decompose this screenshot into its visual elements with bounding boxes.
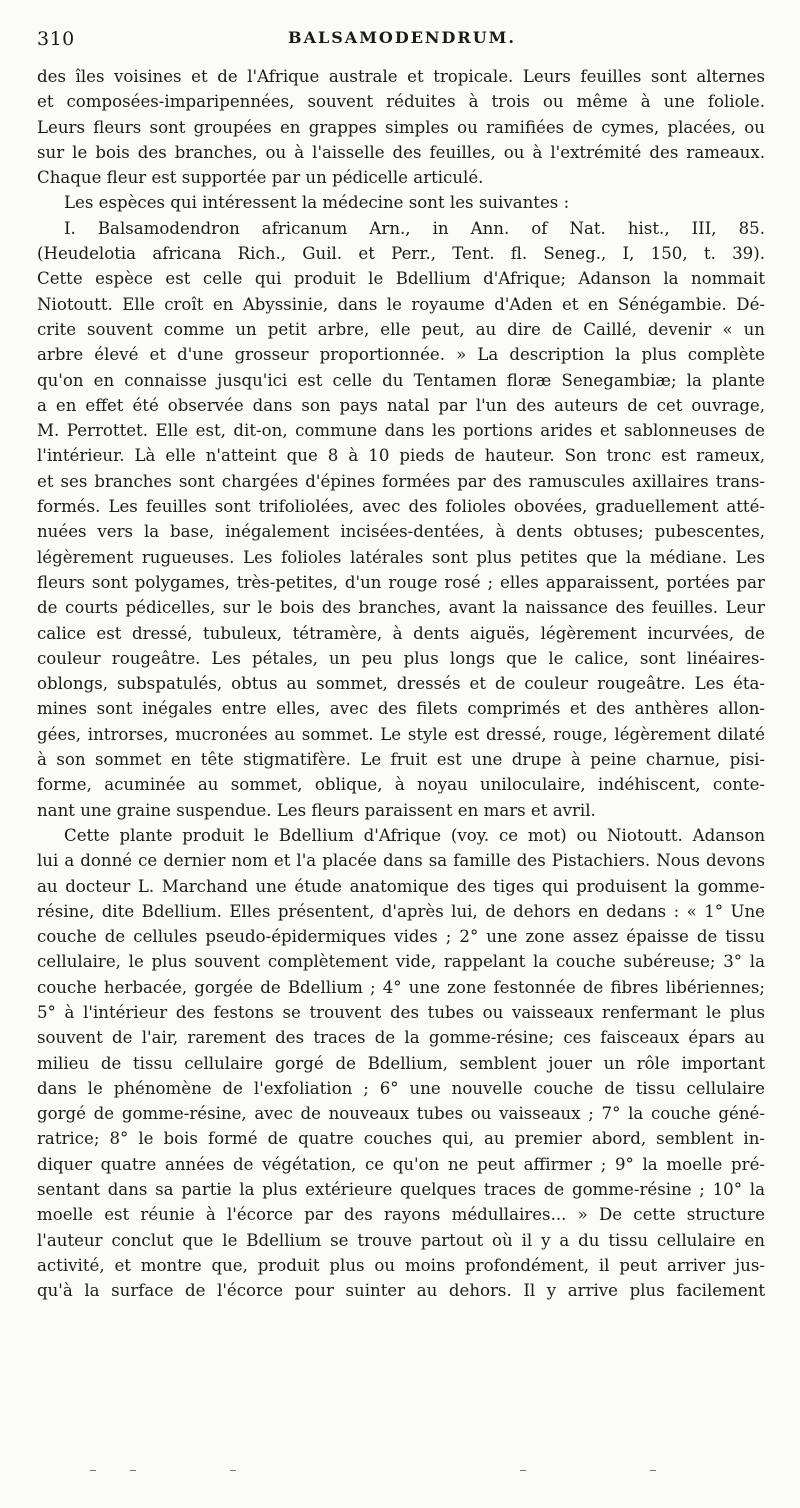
text-line: forme, acuminée au sommet, oblique, à noyau uniloculaire, indéhiscent, conte- (37, 775, 765, 795)
text-line: M. Perrottet. Elle est, dit-on, commune dans les portions arides et sablonneuses de (37, 421, 765, 441)
text-line: couche de cellules pseudo-épidermiques vides ; 2° une zone assez épaisse de tissu (37, 927, 765, 947)
page-number: 310 (37, 28, 75, 50)
text-line: légèrement rugueuses. Les folioles latérales sont plus petites que la médiane. Les (37, 547, 765, 567)
page-header (37, 20, 767, 56)
text-line: à son sommet en tête stigmatifère. Le fruit est une drupe à peine charnue, pisi- (37, 750, 765, 770)
text-line: crite souvent comme un petit arbre, elle peut, au dire de Caillé, devenir « un (37, 319, 765, 339)
scan-speck (90, 1470, 96, 1471)
text-line: lui a donné ce dernier nom et l'a placée dans sa famille des Pistachiers. Nous devons (37, 851, 765, 871)
text-line: qu'on en connaisse jusqu'ici est celle du Tentamen floræ Senegambiæ; la plante (37, 370, 765, 390)
text-line: calice est dressé, tubuleux, tétramère, à dents aiguës, légèrement incurvées, de (37, 623, 765, 643)
text-line: de courts pédicelles, sur le bois des branches, avant la naissance des feuilles. Leur (37, 598, 765, 618)
text-line: qu'à la surface de l'écorce pour suinter au dehors. Il y arrive plus facilement (37, 1281, 765, 1301)
species-heading-line: I. Balsamodendron africanum Arn., in Ann. of Nat. hist., III, 85. (64, 218, 765, 238)
text-line: mines sont inégales entre elles, avec des filets comprimés et des anthères allon- (37, 699, 765, 719)
text-line: nant une graine suspendue. Les fleurs paraissent en mars et avril. (37, 800, 596, 820)
text-line: souvent de l'air, rarement des traces de la gomme-résine; ces faisceaux épars au (37, 1028, 765, 1048)
text-line: 5° à l'intérieur des festons se trouvent des tubes ou vaisseaux renfermant le plus (37, 1002, 765, 1022)
text-line: l'intérieur. Là elle n'atteint que 8 à 10 pieds de hauteur. Son tronc est rameux, (37, 446, 765, 466)
text-line: l'auteur conclut que le Bdellium se trouve partout où il y a du tissu cellulaire en (37, 1230, 765, 1250)
text-line: fleurs sont polygames, très-petites, d'un rouge rosé ; elles apparaissent, portées par (37, 572, 765, 592)
text-line: Cette plante produit le Bdellium d'Afrique (voy. ce mot) ou Niotoutt. Adanson (64, 825, 765, 845)
scan-speck (650, 1470, 656, 1471)
scan-speck (230, 1470, 236, 1471)
text-line: diquer quatre années de végétation, ce qu'on ne peut affirmer ; 9° la moelle pré- (37, 1154, 765, 1174)
text-line: Niotoutt. Elle croît en Abyssinie, dans le royaume d'Aden et en Sénégambie. Dé- (37, 294, 765, 314)
text-line: a en effet été observée dans son pays natal par l'un des auteurs de cet ouvrage, (37, 395, 765, 415)
text-line: cellulaire, le plus souvent complètement vide, rappelant la couche subéreuse; 3° la (37, 952, 765, 972)
text-line: arbre élevé et d'une grosseur proportionnée. » La description la plus complète (37, 345, 765, 365)
text-line: couche herbacée, gorgée de Bdellium ; 4° une zone festonnée de fibres libériennes; (37, 977, 765, 997)
text-line: formés. Les feuilles sont trifoliolées, avec des folioles obovées, graduellement atté- (37, 497, 765, 517)
scan-speck (520, 1470, 526, 1471)
scan-specks (90, 1466, 690, 1476)
text-line: nuées vers la base, inégalement incisées-dentées, à dents obtuses; pubescentes, (37, 522, 765, 542)
text-line: gorgé de gomme-résine, avec de nouveaux tubes ou vaisseaux ; 7° la couche géné- (37, 1104, 765, 1124)
text-line: et composées-imparipennées, souvent réduites à trois ou même à une foliole. (37, 92, 765, 112)
text-line: ratrice; 8° le bois formé de quatre couches qui, au premier abord, semblent in- (37, 1129, 765, 1149)
body-text (37, 64, 765, 1304)
text-line: des îles voisines et de l'Afrique australe et tropicale. Leurs feuilles sont alternes (37, 67, 765, 86)
species-synonym-line: (Heudelotia africana Rich., Guil. et Perr., Tent. fl. Seneg., I, 150, t. 39). (37, 244, 765, 264)
text-line: Leurs fleurs sont groupées en grappes simples ou ramifiées de cymes, placées, ou (37, 117, 765, 137)
text-line: oblongs, subspatulés, obtus au sommet, dressés et de couleur rougeâtre. Les éta- (37, 674, 765, 694)
text-line: moelle est réunie à l'écorce par des rayons médullaires... » De cette structure (37, 1205, 765, 1225)
text-line: activité, et montre que, produit plus ou moins profondément, il peut arriver jus- (37, 1255, 765, 1275)
text-line: gées, introrses, mucronées au sommet. Le style est dressé, rouge, légèrement dilaté (37, 724, 765, 744)
text-line: sur le bois des branches, ou à l'aisselle des feuilles, ou à l'extrémité des rameaux. (37, 142, 765, 162)
text-line: et ses branches sont chargées d'épines formées par des ramuscules axillaires trans- (37, 471, 765, 491)
text-line: milieu de tissu cellulaire gorgé de Bdellium, semblent jouer un rôle important (37, 1053, 765, 1073)
text-line: sentant dans sa partie la plus extérieure quelques traces de gomme-résine ; 10° la (37, 1180, 765, 1200)
text-line: Les espèces qui intéressent la médecine sont les suivantes : (64, 193, 570, 213)
text-line: au docteur L. Marchand une étude anatomique des tiges qui produisent la gomme- (37, 876, 765, 896)
text-line: Chaque fleur est supportée par un pédicelle articulé. (37, 168, 484, 188)
text-line: dans le phénomène de l'exfoliation ; 6° une nouvelle couche de tissu cellulaire (37, 1078, 765, 1098)
text-line: Cette espèce est celle qui produit le Bdellium d'Afrique; Adanson la nommait (37, 269, 765, 289)
text-line: résine, dite Bdellium. Elles présentent, d'après lui, de dehors en dedans : « 1° Une (37, 901, 765, 921)
running-title: BALSAMODENDRUM. (288, 28, 516, 47)
text-line: couleur rougeâtre. Les pétales, un peu plus longs que le calice, sont linéaires- (37, 648, 765, 668)
scan-speck (130, 1470, 136, 1471)
